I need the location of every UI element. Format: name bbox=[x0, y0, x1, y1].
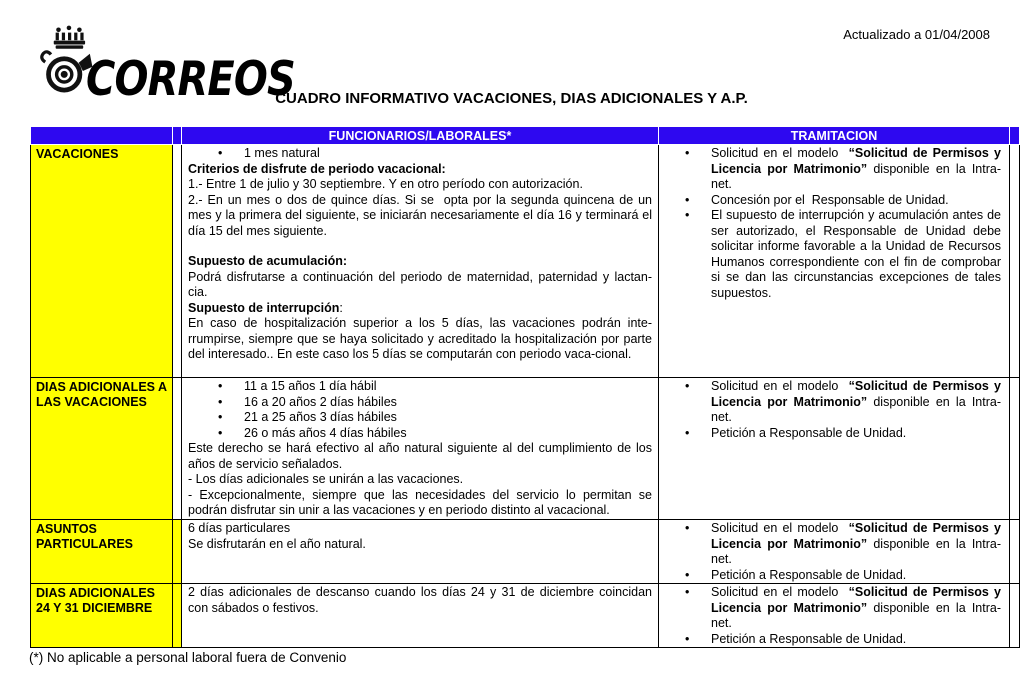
blank-line bbox=[188, 239, 652, 254]
text: El supuesto de interrupción y acumulación antes de ser autorizado, el Responsable de Unidad debe solicitar informe favorable a la Unidad de Recursos Humanos correspondiente con el fin de comprobar si se dan las circunstancias excepciones de tales supuestos. bbox=[711, 208, 1005, 300]
funcionarios-cell bbox=[182, 145, 659, 378]
bullet-item bbox=[663, 632, 1001, 648]
text: disponible en la Intra-net. bbox=[711, 394, 1002, 424]
text: 2 días adicionales de descanso cuando los días 24 y 31 de diciembre coincidan con sábados o festivos. bbox=[188, 585, 656, 615]
bullet-item bbox=[188, 379, 652, 395]
text: Podrá disfrutarse a continuación del periodo de maternidad, paternidad y lactan-cia. bbox=[188, 269, 652, 299]
bullet-icon: • bbox=[218, 410, 223, 424]
bullet-icon: • bbox=[685, 208, 690, 222]
text: Concesión por el Responsable de Unidad. bbox=[711, 192, 949, 207]
bullet-text bbox=[244, 379, 652, 395]
info-table bbox=[30, 126, 1020, 648]
updated-date-label: Actualizado a 01/04/2008 bbox=[843, 27, 990, 42]
table-row bbox=[31, 145, 1020, 378]
text: disponible en la Intra-net. bbox=[711, 536, 1002, 566]
bullet-icon: • bbox=[685, 192, 690, 207]
bullet-icon: • bbox=[685, 146, 690, 160]
bold-text: “Solicitud de Permisos y Licencia por Matrimonio” bbox=[711, 146, 1005, 176]
text: 2.- En un mes o dos de quince días. Si se opta por la segunda quincena de un mes y la primera del siguiente, se iniciarán necesariamente el día 16 y terminará el día 15 del mes siguiente. bbox=[188, 192, 656, 238]
text: En caso de hospitalización superior a los 5 días, las vacaciones podrán inte-rrumpirse, siempre que se haya solicitado y acreditado la hospitalización por parte del interesado.. En este caso los 5 días se computarán con periodo vaca-cional. bbox=[188, 316, 656, 361]
paragraph bbox=[188, 585, 656, 616]
bullet-text bbox=[711, 585, 1005, 632]
tramitacion-cell bbox=[659, 520, 1010, 584]
bullet-item bbox=[188, 146, 652, 162]
bullet-icon: • bbox=[685, 631, 690, 646]
bullet-text bbox=[711, 379, 1005, 426]
row-label: VACACIONES bbox=[31, 145, 173, 378]
paragraph bbox=[188, 301, 652, 317]
row-label: ASUNTOS PARTICULARES bbox=[31, 520, 173, 584]
footnote: (*) No aplicable a personal laboral fuera de Convenio bbox=[29, 650, 347, 665]
text: Se disfrutarán en el año natural. bbox=[188, 536, 366, 551]
funcionarios-cell bbox=[182, 520, 659, 584]
bullet-item bbox=[663, 379, 1005, 426]
paragraph bbox=[188, 177, 652, 193]
table-row bbox=[31, 520, 1020, 584]
bullet-icon: • bbox=[685, 425, 690, 440]
text: Petición a Responsable de Unidad. bbox=[711, 425, 907, 440]
bullet-text bbox=[711, 193, 1001, 209]
bullet-text bbox=[711, 208, 1005, 301]
row-label: DIAS ADICIONALES 24 Y 31 DICIEMBRE bbox=[31, 584, 173, 648]
paragraph bbox=[188, 316, 656, 363]
header-spacer-left bbox=[173, 127, 182, 145]
text: Petición a Responsable de Unidad. bbox=[711, 631, 907, 646]
spacer-cell bbox=[1010, 584, 1020, 648]
spacer-cell bbox=[1010, 378, 1020, 520]
paragraph bbox=[188, 487, 656, 519]
bullet-text bbox=[711, 146, 1005, 193]
text: 21 a 25 años 3 días hábiles bbox=[244, 410, 397, 424]
text: - Los días adicionales se unirán a las vacaciones. bbox=[188, 472, 464, 486]
column-header-tramitacion: TRAMITACION bbox=[659, 127, 1010, 145]
bold-text: Supuesto de acumulación: bbox=[188, 254, 348, 268]
bullet-icon: • bbox=[218, 146, 223, 160]
bullet-text bbox=[711, 568, 1001, 584]
paragraph bbox=[188, 472, 652, 488]
bullet-icon: • bbox=[218, 379, 223, 393]
funcionarios-cell bbox=[182, 378, 659, 520]
header-spacer-right bbox=[1010, 127, 1020, 145]
bullet-item bbox=[663, 568, 1001, 584]
bullet-icon: • bbox=[685, 585, 690, 599]
bullet-icon: • bbox=[218, 425, 223, 440]
bullet-text bbox=[244, 426, 652, 442]
bold-text: Supuesto de interrupción bbox=[188, 300, 340, 315]
bullet-text bbox=[244, 395, 652, 411]
bold-text: “Solicitud de Permisos y Licencia por Matrimonio” bbox=[711, 521, 1005, 551]
text: Este derecho se hará efectivo al año natural siguiente al del cumplimiento de los años de servicio señalados. bbox=[188, 441, 656, 471]
bold-text: “Solicitud de Permisos y Licencia por Matrimonio” bbox=[711, 585, 1005, 615]
bullet-icon: • bbox=[685, 567, 690, 582]
spacer-cell bbox=[173, 378, 182, 520]
column-header-blank bbox=[31, 127, 173, 145]
bullet-text bbox=[711, 521, 1005, 568]
funcionarios-cell bbox=[182, 584, 659, 648]
tramitacion-cell bbox=[659, 145, 1010, 378]
column-header-funcionarios: FUNCIONARIOS/LABORALES* bbox=[182, 127, 659, 145]
bullet-icon: • bbox=[685, 521, 690, 535]
bullet-item bbox=[188, 410, 652, 426]
paragraph bbox=[188, 254, 652, 270]
bullet-icon: • bbox=[218, 394, 223, 409]
bullet-item bbox=[663, 193, 1001, 209]
table-body bbox=[31, 145, 1020, 648]
text: 26 o más años 4 días hábiles bbox=[244, 425, 407, 440]
paragraph bbox=[188, 192, 656, 240]
text: 1 mes natural bbox=[244, 146, 320, 160]
page-title: CUADRO INFORMATIVO VACACIONES, DIAS ADICIONALES Y A.P. bbox=[275, 90, 748, 107]
text: Solicitud en el modelo bbox=[711, 585, 849, 599]
bullet-text bbox=[711, 632, 1001, 648]
paragraph bbox=[188, 162, 652, 178]
brand-wordmark: CORREOS bbox=[86, 52, 295, 107]
table-row bbox=[31, 378, 1020, 520]
text: - Excepcionalmente, siempre que las necesidades del servicio lo permitan se podrán disfrutar sin unir a las vacaciones y en periodo distinto al vacacional. bbox=[188, 487, 656, 517]
bullet-item bbox=[663, 521, 1005, 568]
spacer-cell bbox=[173, 584, 182, 648]
table-wrap bbox=[30, 126, 1020, 648]
bullet-text bbox=[244, 146, 652, 162]
text: Solicitud en el modelo bbox=[711, 146, 849, 160]
text: 11 a 15 años 1 día hábil bbox=[244, 379, 377, 393]
text: Solicitud en el modelo bbox=[711, 379, 849, 393]
bullet-text bbox=[711, 426, 1001, 442]
bullet-item bbox=[663, 426, 1001, 442]
bullet-icon: • bbox=[685, 379, 690, 393]
row-label: DIAS ADICIONALES A LAS VACACIONES bbox=[31, 378, 173, 520]
bold-text: Criterios de disfrute de periodo vacacional: bbox=[188, 161, 446, 176]
paragraph bbox=[188, 537, 652, 553]
bullet-item bbox=[188, 426, 652, 442]
tramitacion-cell bbox=[659, 378, 1010, 520]
text: 6 días particulares bbox=[188, 521, 291, 535]
text: 16 a 20 años 2 días hábiles bbox=[244, 394, 397, 409]
bold-text: “Solicitud de Permisos y Licencia por Matrimonio” bbox=[711, 379, 1005, 409]
bullet-item bbox=[188, 395, 652, 411]
text: disponible en la Intra-net. bbox=[711, 600, 1002, 630]
paragraph bbox=[188, 441, 656, 472]
table-row bbox=[31, 584, 1020, 648]
bullet-text bbox=[244, 410, 652, 426]
paragraph bbox=[188, 521, 652, 537]
spacer-cell bbox=[1010, 145, 1020, 378]
text: 1.- Entre 1 de julio y 30 septiembre. Y en otro período con autorización. bbox=[188, 177, 583, 191]
bullet-item bbox=[663, 585, 1005, 632]
text: Solicitud en el modelo bbox=[711, 521, 849, 535]
bullet-item bbox=[663, 208, 1005, 301]
text: disponible en la Intra-net. bbox=[711, 161, 1002, 191]
spacer-cell bbox=[173, 520, 182, 584]
paragraph bbox=[188, 270, 652, 301]
text: Petición a Responsable de Unidad. bbox=[711, 567, 907, 582]
spacer-cell bbox=[173, 145, 182, 378]
text: : bbox=[339, 300, 343, 315]
tramitacion-cell bbox=[659, 584, 1010, 648]
spacer-cell bbox=[1010, 520, 1020, 584]
header-row bbox=[31, 127, 1020, 145]
bullet-item bbox=[663, 146, 1005, 193]
